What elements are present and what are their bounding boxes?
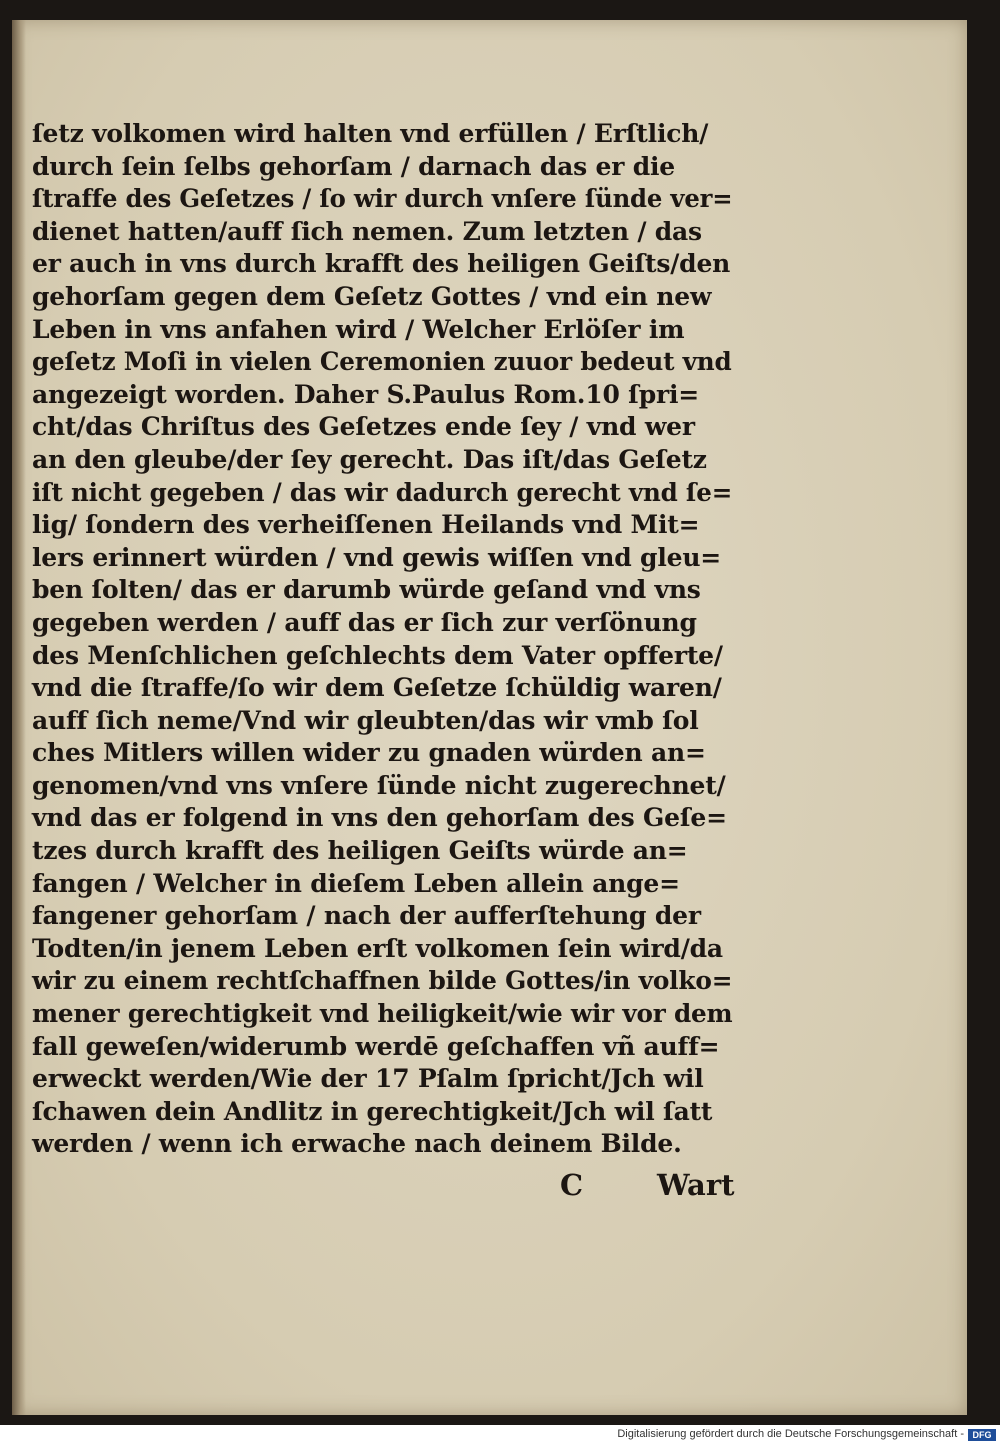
text-line: mener gerechtigkeit vnd heiligkeit/wie wir vor dem bbox=[32, 999, 733, 1029]
text-line: an den gleube/der ſey gerecht. Das iſt/das Geſetz bbox=[32, 444, 707, 474]
text-line: ſchawen dein Andlitz in gerechtigkeit/Jch wil ſatt bbox=[32, 1096, 713, 1126]
text-line: des Menſchlichen geſchlechts dem Vater opfferte/ bbox=[32, 640, 723, 670]
text-line: Todten/in jenem Leben erſt volkomen ſein wird/da bbox=[32, 933, 723, 963]
text-line: werden / wenn ich erwache nach deinem Bilde. bbox=[32, 1129, 682, 1159]
text-line: gegeben werden / auff das er ſich zur verſönung bbox=[32, 607, 697, 637]
text-line: erweckt werden/Wie der 17 Pſalm ſpricht/Jch wil bbox=[32, 1064, 704, 1094]
text-line: fangener gehorſam / nach der aufferſtehung der bbox=[32, 901, 701, 931]
text-line: durch ſein ſelbs gehorſam / darnach das er die bbox=[32, 151, 675, 181]
text-line: ſtraffe des Geſetzes / ſo wir durch vnſere ſünde ver= bbox=[32, 184, 733, 214]
text-line: ches Mitlers willen wider zu gnaden würden an= bbox=[32, 738, 706, 768]
page-text-block bbox=[32, 118, 732, 1161]
text-line: er auch in vns durch krafft des heiligen Geiſts/den bbox=[32, 249, 731, 279]
text-line: iſt nicht gegeben / das wir dadurch gerecht vnd ſe= bbox=[32, 477, 733, 507]
text-line: ben ſolten/ das er darumb würde geſand vnd vns bbox=[32, 575, 701, 605]
text-line: Leben in vns anfahen wird / Welcher Erlöſer im bbox=[32, 314, 685, 344]
text-line: dienet hatten/auff ſich nemen. Zum letzten / das bbox=[32, 216, 702, 246]
text-line: ſetz volkomen wird halten vnd erfüllen / Erſtlich/ bbox=[32, 119, 709, 148]
text-line: fangen / Welcher in dieſem Leben allein ange= bbox=[32, 868, 680, 898]
text-line: vnd die ſtraffe/ſo wir dem Geſetze ſchüldig waren/ bbox=[32, 673, 722, 703]
book-page bbox=[12, 20, 967, 1415]
text-line: cht/das Chriſtus des Geſetzes ende ſey / vnd wer bbox=[32, 412, 695, 442]
text-line: fall geweſen/widerumb werdē geſchaffen vñ auff= bbox=[32, 1031, 720, 1061]
text-line: auff ſich neme/Vnd wir gleubten/das wir vmb ſol bbox=[32, 705, 699, 735]
footer-credit-text: Digitalisierung gefördert durch die Deutsche Forschungsgemeinschaft - bbox=[617, 1428, 964, 1440]
text-line: gehorſam gegen dem Geſetz Gottes / vnd ein new bbox=[32, 281, 712, 311]
signature-mark: C bbox=[560, 1168, 584, 1202]
digitization-footer bbox=[0, 1426, 1000, 1445]
catch-line bbox=[12, 1168, 735, 1208]
text-line: lers erinnert würden / vnd gewis wiſſen vnd gleu= bbox=[32, 542, 722, 572]
text-line: genomen/vnd vns vnſere ſünde nicht zugerechnet/ bbox=[32, 770, 726, 800]
text-line: vnd das er folgend in vns den gehorſam des Geſe= bbox=[32, 803, 727, 833]
text-line: lig/ ſondern des verheiſſenen Heilands vnd Mit= bbox=[32, 510, 700, 540]
catchword: Wart bbox=[657, 1168, 735, 1202]
text-line: wir zu einem rechtſchaffnen bilde Gottes/in volko= bbox=[32, 966, 733, 996]
text-line: geſetz Moſi in vielen Ceremonien zuuor bedeut vnd bbox=[32, 347, 732, 377]
text-line: angezeigt worden. Daher S.Paulus Rom.10 ſpri= bbox=[32, 379, 700, 409]
text-line: tzes durch krafft des heiligen Geiſts würde an= bbox=[32, 836, 688, 866]
dfg-logo-icon: DFG bbox=[968, 1429, 996, 1441]
